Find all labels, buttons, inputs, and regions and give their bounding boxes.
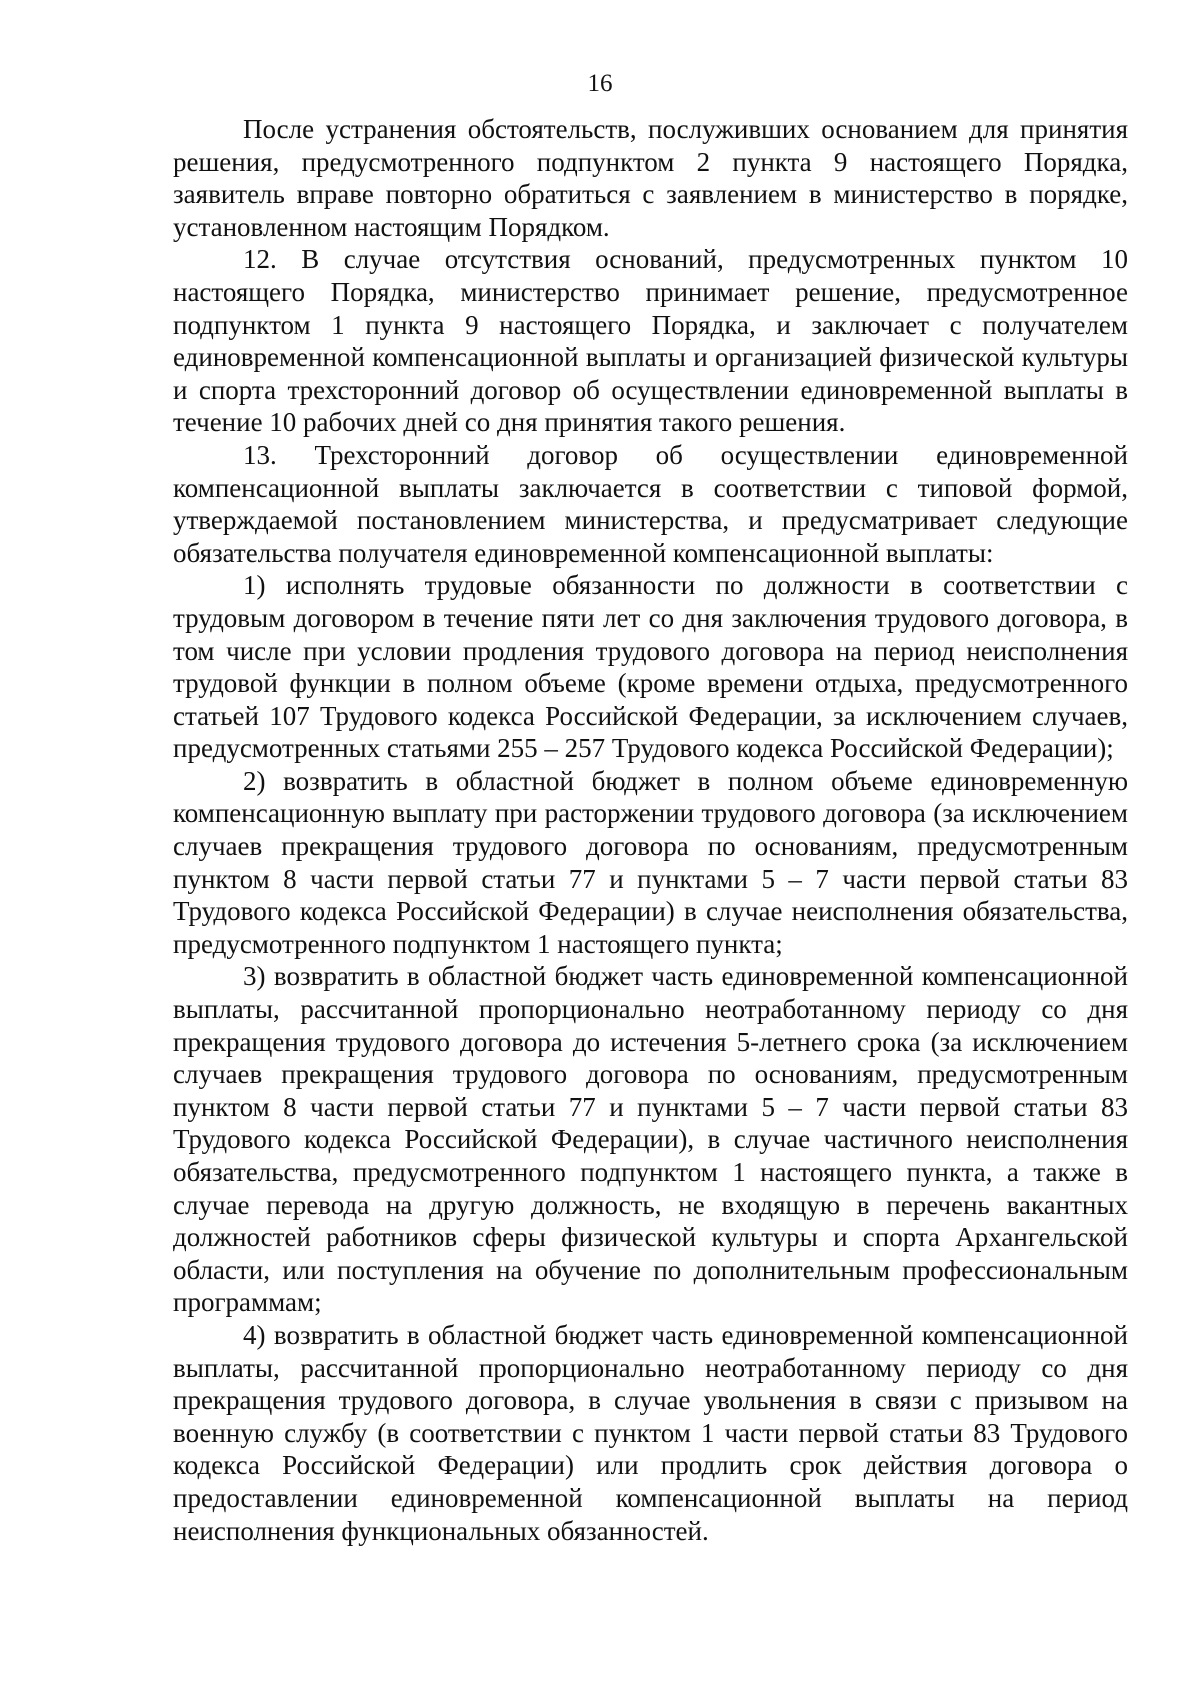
paragraph-13: 13. Трехсторонний договор об осуществлении единовременной компенсационной выплаты заключается в соответствии с типовой формой, утверждаемой постановлением министерства, и предусматривает следующие обязательства получателя единовременной компенсационной выплаты: <box>173 439 1128 568</box>
obligation-item-1: 1) исполнять трудовые обязанности по должности в соответствии с трудовым договором в течение пяти лет со дня заключения трудового договора, в том числе при условии продления трудового договора на период неисполнения трудовой функции в полном объеме (кроме времени отдыха, предусмотренного статьей 107 Трудового кодекса Российской Федерации, за исключением случаев, предусмотренных статьями 255 – 257 Трудового кодекса Российской Федерации); <box>173 570 1128 764</box>
obligation-item-4: 4) возвратить в областной бюджет часть единовременной компенсационной выплаты, рассчитанной пропорционально неотработанному периоду со дня прекращения трудового договора, в случае увольнения в связи с призывом на военную службу (в соответствии с пунктом 1 части первой статьи 83 Трудового кодекса Российской Федерации) или продлить срок действия договора о предоставлении единовременной компенсационной выплаты на период неисполнения функциональных обязанностей. <box>173 1319 1128 1546</box>
document-body <box>173 113 1128 1547</box>
paragraph-12: 12. В случае отсутствия оснований, предусмотренных пунктом 10 настоящего Порядка, министерство принимает решение, предусмотренное подпунктом 1 пункта 9 настоящего Порядка, и заключает с получателем единовременной компенсационной выплаты и организацией физической культуры и спорта трехсторонний договор об осуществлении единовременной выплаты в течение 10 рабочих дней со дня принятия такого решения. <box>173 244 1128 438</box>
obligation-item-2: 2) возвратить в областной бюджет в полном объеме единовременную компенсационную выплату при расторжении трудового договора (за исключением случаев прекращения трудового договора по основаниям, предусмотренным пунктом 8 части первой статьи 77 и пунктами 5 – 7 части первой статьи 83 Трудового кодекса Российской Федерации) в случае неисполнения обязательства, предусмотренного подпунктом 1 настоящего пункта; <box>173 765 1128 959</box>
paragraph-resubmission: После устранения обстоятельств, послуживших основанием для принятия решения, предусмотренного подпунктом 2 пункта 9 настоящего Порядка, заявитель вправе повторно обратиться с заявлением в министерство в порядке, установленном настоящим Порядком. <box>173 114 1128 242</box>
obligation-item-3: 3) возвратить в областной бюджет часть единовременной компенсационной выплаты, рассчитанной пропорционально неотработанному периоду со дня прекращения трудового договора до истечения 5-летнего срока (за исключением случаев прекращения трудового договора по основаниям, предусмотренным пунктом 8 части первой статьи 77 и пунктами 5 – 7 части первой статьи 83 Трудового кодекса Российской Федерации), в случае частичного неисполнения обязательства, предусмотренного подпунктом 1 настоящего пункта, а также в случае перевода на другую должность, не входящую в перечень вакантных должностей работников сферы физической культуры и спорта Архангельской области, или поступления на обучение по дополнительным профессиональным программам; <box>173 961 1128 1318</box>
page-number: 16 <box>587 70 613 97</box>
